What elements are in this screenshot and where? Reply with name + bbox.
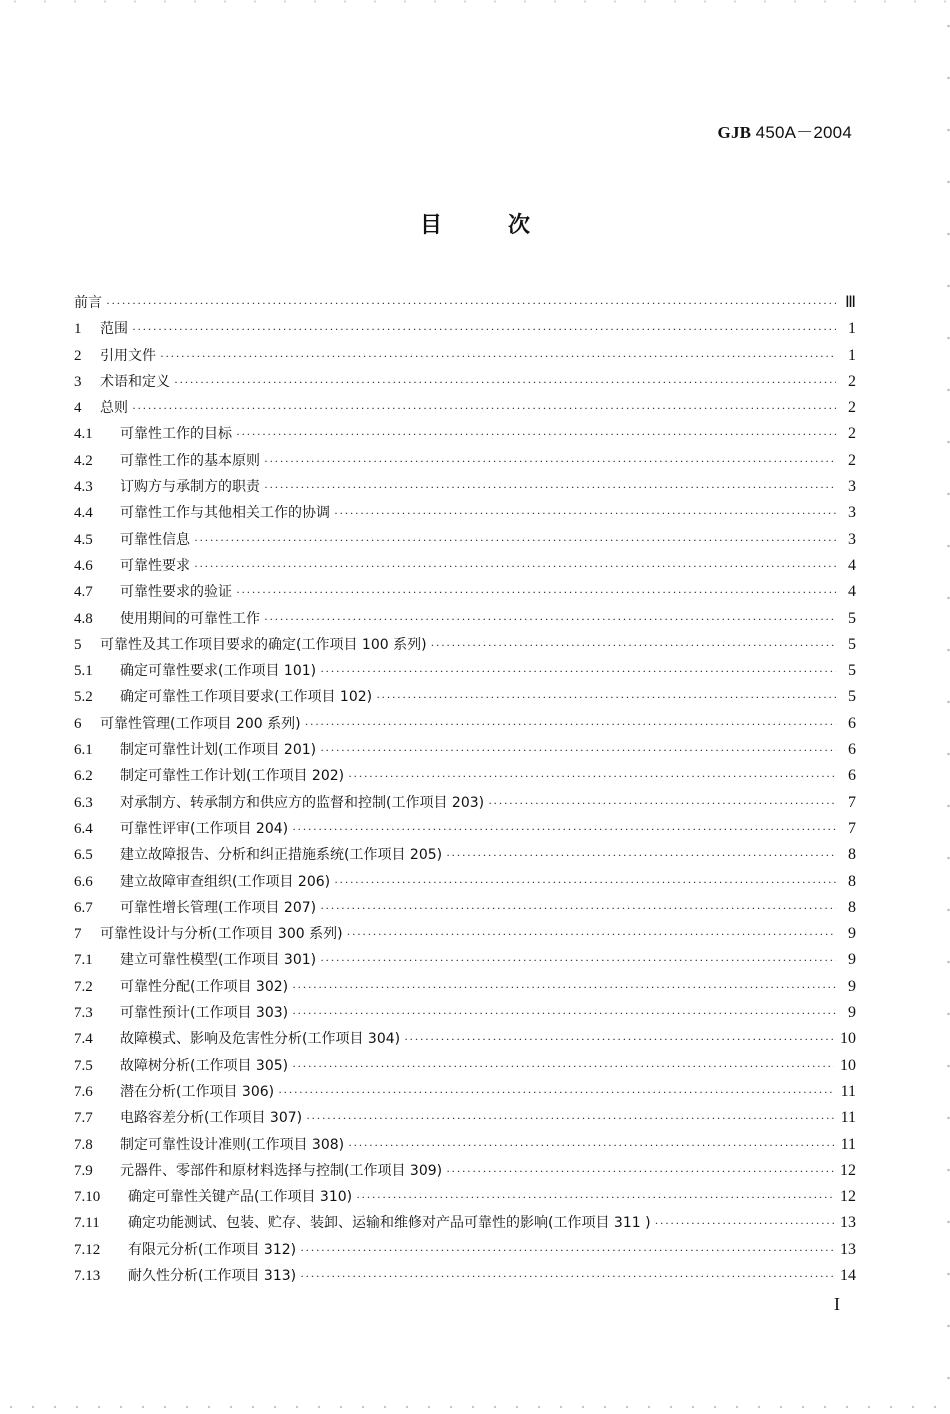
toc-entry[interactable] bbox=[74, 343, 856, 369]
toc-entry-page: 1 bbox=[848, 346, 856, 364]
toc-entry-number: 7.10 bbox=[74, 1189, 101, 1206]
toc-entry-label: 确定功能测试、包装、贮存、装卸、运输和维修对产品可靠性的影响(工作项目 311 ) bbox=[128, 1215, 651, 1232]
dot-leader bbox=[655, 1210, 834, 1236]
toc-entry-number: 7.1 bbox=[74, 952, 93, 969]
dot-leader bbox=[348, 1132, 834, 1158]
toc-entry-page: 6 bbox=[848, 767, 856, 785]
toc-entry-page: 7 bbox=[848, 793, 856, 811]
toc-entry-page: 2 bbox=[848, 372, 856, 390]
dot-leader bbox=[334, 869, 836, 895]
toc-entry-page: 9 bbox=[848, 951, 856, 969]
toc-entry-number: 7.9 bbox=[74, 1162, 93, 1179]
standard-number: 450A－2004 bbox=[755, 123, 852, 142]
toc-entry[interactable] bbox=[74, 816, 856, 842]
dot-leader bbox=[292, 1053, 834, 1079]
dot-leader bbox=[132, 316, 836, 342]
toc-entry-label: 确定可靠性工作项目要求(工作项目 102) bbox=[120, 689, 373, 706]
toc-entry[interactable] bbox=[74, 974, 856, 1000]
toc-entry-page: 5 bbox=[848, 635, 856, 653]
toc-entry-number: 7 bbox=[74, 926, 82, 943]
toc-entry-page: 5 bbox=[848, 609, 856, 627]
toc-entry[interactable] bbox=[74, 579, 856, 605]
toc-entry-page: 12 bbox=[840, 1161, 856, 1179]
toc-entry-label: 可靠性评审(工作项目 204) bbox=[120, 820, 289, 837]
toc-entry[interactable] bbox=[74, 711, 856, 737]
toc-entry-label: 制定可靠性计划(工作项目 201) bbox=[120, 742, 317, 759]
toc-entry[interactable] bbox=[74, 1053, 856, 1079]
standard-code bbox=[718, 118, 852, 143]
toc-entry[interactable] bbox=[74, 474, 856, 500]
toc-entry-number: 4.7 bbox=[74, 584, 93, 601]
toc-entry-number: 5.1 bbox=[74, 663, 93, 680]
toc-entry-label: 耐久性分析(工作项目 313) bbox=[128, 1267, 297, 1284]
toc-entry-number: 7.7 bbox=[74, 1110, 93, 1127]
toc-entry-number: 1 bbox=[74, 321, 82, 338]
toc-entry-label: 范围 bbox=[100, 321, 128, 338]
dot-leader bbox=[320, 947, 836, 973]
toc-entry-page: 10 bbox=[840, 1030, 856, 1048]
toc-entry-page: 2 bbox=[848, 425, 856, 443]
dot-leader bbox=[305, 711, 836, 737]
dot-leader bbox=[320, 737, 836, 763]
title-char-1: 目 bbox=[419, 213, 442, 238]
toc-entry[interactable] bbox=[74, 1210, 856, 1236]
dot-leader bbox=[431, 632, 836, 658]
toc-entry-page: 6 bbox=[848, 714, 856, 732]
page-title bbox=[0, 208, 950, 239]
dot-leader bbox=[292, 816, 836, 842]
toc-entry-page: 3 bbox=[848, 530, 856, 548]
toc-entry[interactable] bbox=[74, 895, 856, 921]
toc-entry-number: 4.1 bbox=[74, 426, 93, 443]
toc-entry-page: 5 bbox=[848, 688, 856, 706]
toc-entry-page: 7 bbox=[848, 819, 856, 837]
toc-entry-number: 7.6 bbox=[74, 1083, 93, 1100]
dot-leader bbox=[292, 974, 836, 1000]
toc-entry-label: 确定可靠性要求(工作项目 101) bbox=[120, 663, 317, 680]
toc-entry-label: 建立可靠性模型(工作项目 301) bbox=[120, 952, 317, 969]
dot-leader bbox=[264, 448, 836, 474]
dot-leader bbox=[320, 895, 836, 921]
toc-entry-label: 潜在分析(工作项目 306) bbox=[120, 1083, 275, 1100]
toc-entry-number: 5.2 bbox=[74, 689, 93, 706]
toc-entry[interactable] bbox=[74, 500, 856, 526]
dot-leader bbox=[174, 369, 836, 395]
toc-entry[interactable] bbox=[74, 632, 856, 658]
dot-leader bbox=[300, 1237, 834, 1263]
toc-entry[interactable] bbox=[74, 947, 856, 973]
toc-entry[interactable] bbox=[74, 658, 856, 684]
toc-entry-label: 建立故障审查组织(工作项目 206) bbox=[120, 873, 331, 890]
toc-entry-page: 10 bbox=[840, 1056, 856, 1074]
dot-leader bbox=[404, 1026, 834, 1052]
toc-entry[interactable] bbox=[74, 737, 856, 763]
toc-entry-page: 3 bbox=[848, 478, 856, 496]
toc-entry[interactable] bbox=[74, 421, 856, 447]
toc-entry-label: 可靠性分配(工作项目 302) bbox=[120, 978, 289, 995]
dot-leader bbox=[320, 658, 836, 684]
toc-entry-label: 可靠性增长管理(工作项目 207) bbox=[120, 899, 317, 916]
toc-entry-label: 可靠性工作的目标 bbox=[120, 426, 232, 443]
toc-entry-label: 可靠性预计(工作项目 303) bbox=[120, 1005, 289, 1022]
toc-entry-page: 12 bbox=[840, 1188, 856, 1206]
toc-entry-number: 6.7 bbox=[74, 899, 93, 916]
toc-entry[interactable] bbox=[74, 527, 856, 553]
toc-entry[interactable] bbox=[74, 448, 856, 474]
toc-entry-page: 8 bbox=[848, 872, 856, 890]
toc-entry-page: 8 bbox=[848, 898, 856, 916]
toc-entry-number: 2 bbox=[74, 347, 82, 364]
toc-entry[interactable] bbox=[74, 1079, 856, 1105]
dot-leader bbox=[264, 606, 836, 632]
toc-entry-page: 3 bbox=[848, 504, 856, 522]
toc-entry-page: 11 bbox=[840, 1082, 856, 1100]
toc-entry-page: 9 bbox=[848, 1004, 856, 1022]
dot-leader bbox=[236, 421, 836, 447]
toc-entry-label: 制定可靠性工作计划(工作项目 202) bbox=[120, 768, 345, 785]
toc-entry-number: 4.8 bbox=[74, 610, 93, 627]
toc-entry[interactable] bbox=[74, 790, 856, 816]
toc-entry-number: 4.6 bbox=[74, 557, 93, 574]
toc-entry-number: 6.5 bbox=[74, 847, 93, 864]
toc-entry-label: 使用期间的可靠性工作 bbox=[120, 610, 260, 627]
toc-entry[interactable] bbox=[74, 1158, 856, 1184]
toc-entry-label: 故障模式、影响及危害性分析(工作项目 304) bbox=[120, 1031, 401, 1048]
toc-entry-page: 2 bbox=[848, 451, 856, 469]
toc-entry[interactable] bbox=[74, 842, 856, 868]
dot-leader bbox=[446, 1158, 834, 1184]
toc-entry[interactable] bbox=[74, 1237, 856, 1263]
dot-leader bbox=[106, 290, 836, 316]
dot-leader bbox=[300, 1263, 834, 1289]
toc-entry[interactable] bbox=[74, 369, 856, 395]
toc-entry-number: 6.6 bbox=[74, 873, 93, 890]
toc-entry-label: 可靠性信息 bbox=[120, 531, 190, 548]
dot-leader bbox=[132, 395, 836, 421]
toc-entry-number: 4.2 bbox=[74, 452, 93, 469]
toc-entry[interactable] bbox=[74, 869, 856, 895]
toc-entry[interactable] bbox=[74, 1000, 856, 1026]
toc-entry-page: 5 bbox=[848, 662, 856, 680]
toc-entry-number: 7.5 bbox=[74, 1057, 93, 1074]
toc-entry-label: 可靠性工作的基本原则 bbox=[120, 452, 260, 469]
toc-entry-label: 建立故障报告、分析和纠正措施系统(工作项目 205) bbox=[120, 847, 443, 864]
toc-entry-page: 9 bbox=[848, 925, 856, 943]
toc-entry-page: Ⅲ bbox=[844, 294, 856, 311]
toc-entry-number: 7.12 bbox=[74, 1241, 101, 1258]
dot-leader bbox=[334, 500, 836, 526]
toc-entry-number: 4.5 bbox=[74, 531, 93, 548]
toc-entry-page: 11 bbox=[840, 1109, 856, 1127]
dot-leader bbox=[446, 842, 836, 868]
toc-entry[interactable] bbox=[74, 395, 856, 421]
toc-entry-number: 7.11 bbox=[74, 1215, 100, 1232]
dot-leader bbox=[194, 527, 836, 553]
toc-entry-number: 7.4 bbox=[74, 1031, 93, 1048]
toc-entry-label: 订购方与承制方的职责 bbox=[120, 479, 260, 496]
toc-entry-page: 9 bbox=[848, 977, 856, 995]
toc-entry-number: 7.3 bbox=[74, 1005, 93, 1022]
toc-entry[interactable] bbox=[74, 1105, 856, 1131]
dot-leader bbox=[194, 553, 836, 579]
title-char-2: 次 bbox=[508, 213, 531, 238]
toc-entry-number: 3 bbox=[74, 373, 82, 390]
toc-entry-label: 制定可靠性设计准则(工作项目 308) bbox=[120, 1136, 345, 1153]
dot-leader bbox=[278, 1079, 834, 1105]
table-of-contents bbox=[74, 290, 856, 1289]
toc-entry-number: 6.1 bbox=[74, 742, 93, 759]
toc-entry-page: 14 bbox=[840, 1266, 856, 1284]
toc-entry-page: 2 bbox=[848, 399, 856, 417]
toc-entry[interactable] bbox=[74, 1026, 856, 1052]
toc-entry-number: 4 bbox=[74, 400, 82, 417]
toc-entry[interactable] bbox=[74, 684, 856, 710]
toc-entry-number: 6.4 bbox=[74, 820, 93, 837]
toc-entry-number: 5 bbox=[74, 636, 82, 653]
toc-entry[interactable] bbox=[74, 921, 856, 947]
dot-leader bbox=[376, 684, 836, 710]
dot-leader bbox=[356, 1184, 834, 1210]
toc-entry-label: 有限元分析(工作项目 312) bbox=[128, 1241, 297, 1258]
toc-entry[interactable] bbox=[74, 316, 856, 342]
toc-entry-page: 1 bbox=[848, 320, 856, 338]
toc-entry-label: 可靠性设计与分析(工作项目 300 系列) bbox=[100, 926, 343, 943]
toc-entry-page: 4 bbox=[848, 583, 856, 601]
toc-entry-label: 元器件、零部件和原材料选择与控制(工作项目 309) bbox=[120, 1162, 443, 1179]
toc-entry-label: 可靠性要求的验证 bbox=[120, 584, 232, 601]
dot-leader bbox=[236, 579, 836, 605]
toc-entry-number: 7.2 bbox=[74, 978, 93, 995]
toc-entry-label: 术语和定义 bbox=[100, 373, 170, 390]
toc-entry-label: 可靠性管理(工作项目 200 系列) bbox=[100, 715, 301, 732]
toc-entry-label: 确定可靠性关键产品(工作项目 310) bbox=[128, 1189, 353, 1206]
toc-entry-number: 6 bbox=[74, 715, 82, 732]
toc-entry-number: 4.4 bbox=[74, 505, 93, 522]
toc-entry[interactable] bbox=[74, 763, 856, 789]
toc-entry-page: 11 bbox=[840, 1135, 856, 1153]
toc-entry-label: 前言 bbox=[74, 295, 102, 311]
toc-entry-label: 可靠性工作与其他相关工作的协调 bbox=[120, 505, 330, 522]
toc-entry[interactable] bbox=[74, 1132, 856, 1158]
dot-leader bbox=[292, 1000, 836, 1026]
scan-artifact-bottom bbox=[0, 1404, 950, 1410]
toc-entry-label: 引用文件 bbox=[100, 347, 156, 364]
dot-leader bbox=[348, 763, 836, 789]
toc-entry[interactable] bbox=[74, 1263, 856, 1289]
toc-entry-page: 8 bbox=[848, 846, 856, 864]
toc-entry-label: 可靠性及其工作项目要求的确定(工作项目 100 系列) bbox=[100, 636, 427, 653]
dot-leader bbox=[160, 343, 836, 369]
toc-entry-number: 7.8 bbox=[74, 1136, 93, 1153]
toc-entry-label: 可靠性要求 bbox=[120, 557, 190, 574]
toc-entry-number: 7.13 bbox=[74, 1267, 101, 1284]
toc-entry-label: 故障树分析(工作项目 305) bbox=[120, 1057, 289, 1074]
dot-leader bbox=[306, 1105, 834, 1131]
scan-artifact-top bbox=[0, 0, 950, 3]
standard-prefix: GJB bbox=[717, 123, 752, 142]
toc-entry[interactable] bbox=[74, 553, 856, 579]
dot-leader bbox=[264, 474, 836, 500]
toc-entry-page: 13 bbox=[840, 1240, 856, 1258]
toc-entry[interactable] bbox=[74, 606, 856, 632]
dot-leader bbox=[347, 921, 836, 947]
dot-leader bbox=[488, 790, 836, 816]
toc-entry-page: 4 bbox=[848, 556, 856, 574]
toc-entry[interactable] bbox=[74, 290, 856, 316]
toc-entry-number: 6.2 bbox=[74, 768, 93, 785]
toc-entry[interactable] bbox=[74, 1184, 856, 1210]
toc-entry-label: 电路容差分析(工作项目 307) bbox=[120, 1110, 303, 1127]
toc-entry-number: 6.3 bbox=[74, 794, 93, 811]
page-folio: I bbox=[834, 1294, 840, 1314]
toc-entry-page: 6 bbox=[848, 741, 856, 759]
toc-entry-number: 4.3 bbox=[74, 479, 93, 496]
toc-entry-label: 对承制方、转承制方和供应方的监督和控制(工作项目 203) bbox=[120, 794, 485, 811]
toc-entry-label: 总则 bbox=[100, 400, 128, 417]
toc-entry-page: 13 bbox=[840, 1214, 856, 1232]
